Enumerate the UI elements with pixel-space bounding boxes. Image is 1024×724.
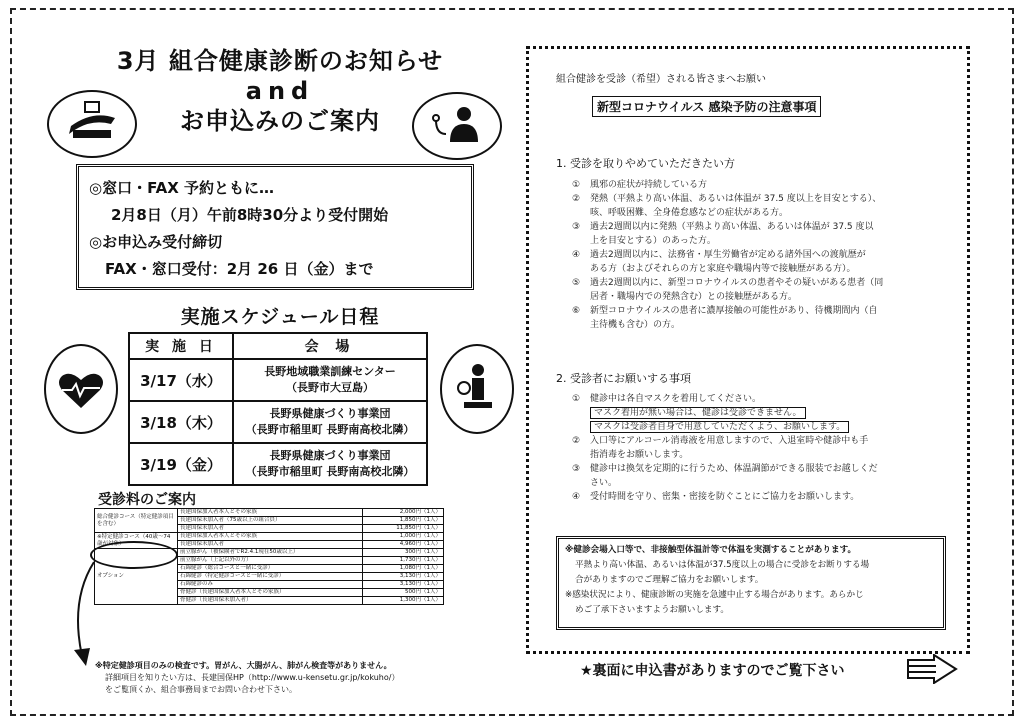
- fee-price: 2,000円（1人）: [363, 509, 444, 517]
- item-text-cont: 居者・職場内での発熱含む）との接触歴がある方。: [590, 292, 798, 302]
- schedule-title: 実施スケジュール日程: [180, 306, 380, 328]
- venue-name: 長野地域職業訓練センター: [264, 365, 396, 378]
- fee-item: 長建国保未加入者: [178, 525, 363, 533]
- list-item: [572, 192, 952, 220]
- schedule-date: 3/19（金）: [129, 443, 233, 485]
- fee-item: 骨健診（長建国保加入者本人とその家族）: [178, 589, 363, 597]
- item-number: ⑥: [572, 306, 581, 316]
- item-text-cont: さい。: [590, 478, 618, 488]
- item-text: 健診中は各自マスクを着用してください。: [590, 394, 762, 404]
- schedule-date: 3/18（木）: [129, 401, 233, 443]
- footer-text: ★裏面に申込書がありますのでご覧下さい: [580, 663, 845, 679]
- box-line-3: 合がありますのでご理解ご協力をお願いします。: [575, 575, 764, 585]
- reservation-line-4: FAX・窓口受付：2月 26 日（金）まで: [105, 260, 374, 278]
- venue-name: 長野県健康づくり事業団: [269, 407, 391, 420]
- item-text-cont: 咳、呼吸困難、全身倦怠感などの症状がある方。: [590, 208, 789, 218]
- fees-group-general: 総合健診コース（特定健診項目を含む）: [95, 509, 178, 533]
- heart-icon: [44, 344, 118, 434]
- venue-address: （長野市大豆島）: [286, 381, 374, 394]
- fee-price: 500円（1人）: [363, 589, 444, 597]
- fees-note-3: をご覧頂くか、組合事務局までお問い合わせ下さい。: [105, 685, 297, 694]
- temperature-notice-box: [556, 536, 946, 630]
- fee-item: 石綿健診（総合コースと一緒に受診）: [178, 565, 363, 573]
- fee-price: 300円（1人）: [363, 549, 444, 557]
- list-item: [572, 248, 952, 276]
- schedule-header-venue: 会 場: [233, 333, 427, 359]
- fee-item: 長建国保未加入者（75歳以上の組合員）: [178, 517, 363, 525]
- item-number: ④: [572, 250, 581, 260]
- fee-price: 1,730円（1人）: [363, 557, 444, 565]
- list-item: [572, 220, 952, 248]
- schedule-table: [128, 332, 428, 486]
- fee-price: 3,130円（1人）: [363, 573, 444, 581]
- list-item: [572, 462, 952, 490]
- fee-price: 4,960円（1人）: [363, 541, 444, 549]
- mask-warning-1: マスク着用が無い場合は、健診は受診できません。: [590, 407, 806, 419]
- item-text: 過去2週間以内に、新型コロナウイルスの患者やその疑いがある患者（同: [590, 278, 884, 288]
- item-text-cont: 主待機も含む）の方。: [590, 320, 681, 330]
- venue-address: （長野市稲里町 長野南高校北隣）: [245, 423, 415, 436]
- venue-name: 長野県健康づくり事業団: [269, 449, 391, 462]
- item-text: 過去2週間以内に、法務省・厚生労働省が定める諸外国への渡航歴が: [590, 250, 866, 260]
- box-line-1: ※健診会場入口等で、非接触型体温計等で体温を実測することがあります。: [565, 545, 857, 555]
- section-2-title: 2. 受診者にお願いする事項: [556, 372, 691, 385]
- title-line-2: and: [245, 77, 315, 105]
- fee-item: 骨健診（長建国保未加入者）: [178, 597, 363, 605]
- reservation-line-1: ◎窓口・FAX 予約ともに…: [89, 179, 275, 197]
- item-number: ③: [572, 222, 581, 232]
- fee-item: 長建国保未加入者: [178, 541, 363, 549]
- notice-intro: 組合健診を受診（希望）される皆さまへお願い: [556, 74, 766, 85]
- item-number: ③: [572, 464, 581, 474]
- item-text: 入口等にアルコール消毒液を用意しますので、入退室時や健診中も手: [590, 436, 869, 446]
- schedule-venue: [233, 401, 427, 443]
- item-text: 風邪の症状が持続している方: [590, 180, 708, 190]
- section-2-list: [572, 392, 952, 504]
- title-line-1: 3月 組合健康診断のお知らせ: [116, 47, 444, 75]
- list-item: [572, 178, 952, 192]
- fee-price: 1,300円（1人）: [363, 597, 444, 605]
- item-text: 発熱（平熱より高い体温、あるいは体温が 37.5 度以上を目安とする）、: [590, 194, 882, 204]
- notice-title: 新型コロナウイルス 感染予防の注意事項: [592, 96, 821, 117]
- item-text: 新型コロナウイルスの患者に濃厚接触の可能性があり、待機期間内（自: [590, 306, 878, 316]
- fee-price: 3,130円（1人）: [363, 581, 444, 589]
- item-number: ①: [572, 394, 581, 404]
- list-item: [572, 490, 952, 504]
- schedule-venue: [233, 359, 427, 401]
- fee-item: 長建国保加入者本人とその家族: [178, 533, 363, 541]
- fee-item: 石綿健診のみ: [178, 581, 363, 589]
- item-number: ②: [572, 194, 581, 204]
- schedule-date: 3/17（水）: [129, 359, 233, 401]
- schedule-venue: [233, 443, 427, 485]
- item-number: ④: [572, 492, 581, 502]
- item-text-cont: 指消毒をお願いします。: [590, 450, 689, 460]
- fee-price: 1,000円（1人）: [363, 533, 444, 541]
- fees-group-specific: ※特定健診コース（40歳～74歳が対象）: [95, 533, 178, 549]
- fee-item: 長建国保加入者本人とその家族: [178, 509, 363, 517]
- reservation-line-3: ◎お申込み受付締切: [89, 233, 223, 251]
- fees-notes: [95, 660, 515, 696]
- fee-item: 前立腺がん（上記以外の方）: [178, 557, 363, 565]
- section-1-title: 1. 受診を取りやめていただきたい方: [556, 157, 735, 170]
- list-item: [572, 392, 952, 434]
- section-1-list: [572, 178, 952, 332]
- mask-warning-2: マスクは受診者自身で用意していただくよう、お願いします。: [590, 421, 849, 433]
- item-text-cont: 上を目安とする）のあった方。: [590, 236, 716, 246]
- title-line-3: お申込みのご案内: [180, 107, 380, 135]
- item-text-cont: ある方（およびそれらの方と家庭や職場内等で接触歴がある方）。: [590, 264, 856, 274]
- item-number: ⑤: [572, 278, 581, 288]
- fees-note-2: 詳細項目を知りたい方は、長建国保HP（http://www.u-kensetu.gr.jp/kokuho/）: [105, 673, 400, 682]
- box-line-4: ※感染状況により、健康診断の実施を急遽中止する場合があります。あらかじ: [565, 590, 864, 600]
- fee-price: 1,850円（1人）: [363, 517, 444, 525]
- item-number: ②: [572, 436, 581, 446]
- fees-title: 受診料のご案内: [98, 492, 196, 508]
- box-line-5: めご了承下さいますようお願いします。: [575, 605, 730, 615]
- list-item: [572, 434, 952, 462]
- item-text: 過去2週間以内に発熱（平熱より高い体温、あるいは体温が 37.5 度以: [590, 222, 874, 232]
- item-text: 受付時間を守り、密集・密接を防ぐことにご協力をお願いします。: [590, 492, 860, 502]
- list-item: [572, 304, 952, 332]
- scale-icon: [440, 344, 514, 434]
- fee-item: 前立腺がん（被保険者でR2.4.1現在50歳以上）: [178, 549, 363, 557]
- schedule-header-date: 実 施 日: [129, 333, 233, 359]
- arrow-icon: [66, 560, 106, 668]
- fee-item: 石綿健診（特定健診コースと一緒に受診）: [178, 573, 363, 581]
- doctor-icon: [412, 92, 502, 160]
- venue-address: （長野市稲里町 長野南高校北隣）: [245, 465, 415, 478]
- item-number: ①: [572, 180, 581, 190]
- fee-price: 11,850円（1人）: [363, 525, 444, 533]
- reservation-box: [76, 164, 474, 290]
- list-item: [572, 276, 952, 304]
- fees-note-1: ※特定健診項目のみの検査です。胃がん、大腸がん、肺がん検査等がありません。: [95, 661, 392, 670]
- item-text: 健診中は換気を定期的に行うため、体温調節ができる服装でお越しくだ: [590, 464, 878, 474]
- reservation-line-2: 2月8日（月）午前8時30分より受付開始: [111, 206, 389, 224]
- box-line-2: 平熱より高い体温、あるいは体温が37.5度以上の場合に受診をお断りする場: [575, 560, 870, 570]
- fees-group-options: オプション: [95, 549, 178, 605]
- double-arrow-icon: [904, 654, 960, 684]
- fee-price: 1,080円（1人）: [363, 565, 444, 573]
- phone-icon: [47, 90, 137, 158]
